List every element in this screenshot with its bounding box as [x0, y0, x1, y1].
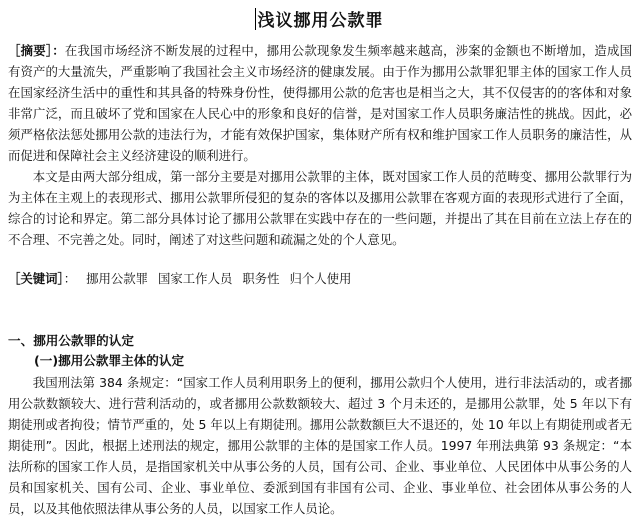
keyword-item: 职务性 — [242, 271, 280, 286]
section-body-paragraph: 我国刑法第 384 条规定：“国家工作人员利用职务上的便利，挪用公款归个人使用，进行非法活动的，或者挪用公款数额较大、进行营利活动的，或者挪用公款数额较大、超过 3 个月未还的，是挪用公款罪，处 5 年以下有期徒刑或者拘役；情节严重的，处 5 年以上有期徒刑。挪用公款数额巨大不退还的，处 10 年以上有期徒刑或者无期徒刑”。因此，根据上述刑法的规定，挪用公款罪的主体的是国家工作人员。1997 年刑法典第 93 条规定：“本法所称的国家工作人员，是指国家机关中从事公务的人员，国有公司、企业、事业单位、人民团体中从事公务的人员和国家机关、国有公司、企业、事业单位、委派到国有非国有公司、企业、事业单位、社会团体从事公务的人员，以及其他依照法律从事公务的人员，以国家工作人员论。 — [8, 375, 632, 516]
abstract-label: ［摘要］ — [8, 43, 53, 58]
keyword-item: 归个人使用 — [289, 271, 352, 286]
document-title: 浅议挪用公款罪 — [257, 11, 384, 31]
subsection-heading: (一)挪用公款罪主体的认定 — [34, 353, 185, 368]
keyword-item: 国家工作人员 — [158, 271, 233, 286]
keywords-label: ［关键词］ — [8, 271, 64, 286]
abstract-second-paragraph: 本文是由两大部分组成，第一部分主要是对挪用公款罪的主体，既对国家工作人员的范畴变、挪用公款罪行为为主体在主观上的表现形式、挪用公款罪所侵犯的复杂的客体以及挪用公款罪在客观方面的表现形式进行了全面，综合的讨论和界定。第二部分具体讨论了挪用公款罪在实践中存在的一些问题，并提出了其在目前在立法上存在的不合理、不完善之处。同时，阐述了对这些问题和疏漏之处的个人意见。 — [8, 169, 632, 247]
text-cursor — [255, 8, 256, 30]
keywords-line — [8, 268, 357, 289]
abstract-colon: ： — [52, 43, 65, 58]
abstract-paragraph — [8, 40, 632, 166]
title-line — [0, 6, 638, 32]
keyword-item: 挪用公款罪 — [86, 271, 149, 286]
section-heading: 一、挪用公款罪的认定 — [8, 333, 134, 348]
abstract-text: 在我国市场经济不断发展的过程中，挪用公款现象发生频率越来越高，涉案的金额也不断增加，造成国有资产的大量流失，严重影响了我国社会主义市场经济的健康发展。由于作为挪用公款罪犯罪主体的国家工作人员在国家经济生活中的重性和其具备的特殊身份性，使得挪用公款的危害也是相当之大，其不仅侵害的的客体和对象非常广泛，而且破坏了党和国家在人民心中的形象和良好的信誉，是对国家工作人员职务廉洁性的挑战。因此，必须严格依法惩处挪用公款的违法行为，才能有效保护国家，集体财产所有权和维护国家工作人员职务的廉洁性，从而促进和保障社会主义经济建设的顺利进行。 — [8, 43, 632, 163]
keywords-separator: ： — [63, 271, 77, 286]
